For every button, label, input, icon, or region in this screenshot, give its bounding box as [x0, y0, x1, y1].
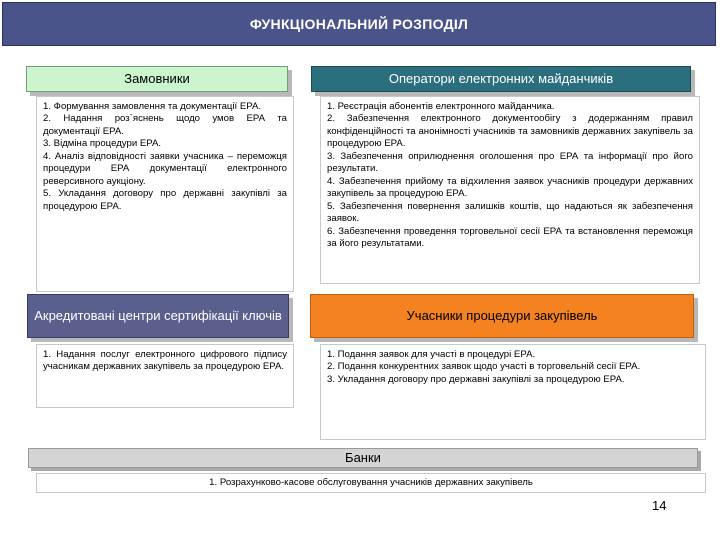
- page-title: ФУНКЦІОНАЛЬНИЙ РОЗПОДІЛ: [2, 2, 716, 46]
- banks-header: Банки: [28, 448, 698, 468]
- list-item: 1. Надання послуг електронного цифрового підпису учасникам державних закупівель за процедурою ЕРА.: [43, 349, 287, 373]
- list-item: 1. Розрахунково-касове обслуговування учасників державних закупівель: [209, 477, 533, 488]
- list-item: 4. Забезпечення прийому та відхилення заявок учасників процедури державних закупівель за процедурою ЕРА.: [327, 175, 693, 200]
- list-item: 2. Забезпечення електронного документообігу з додержанням правил конфіденційності та анонімності учасників та замовників державних закупівель за процедурою ЕРА.: [327, 113, 693, 150]
- list-item: 2. Надання роз`яснень щодо умов ЕРА та документації ЕРА.: [43, 113, 287, 137]
- page-number: 14: [652, 498, 667, 513]
- cert-centers-functions: [36, 344, 294, 408]
- list-item: 3. Забезпечення оприлюднення оголошення про ЕРА та інформації про його результати.: [327, 150, 693, 175]
- list-item: 2. Подання конкурентних заявок щодо участі в торговельній сесії ЕРА.: [327, 361, 641, 373]
- customers-functions: [36, 96, 294, 292]
- participants-functions: [320, 344, 706, 440]
- list-item: 5. Укладання договору про державні закупівлі за процедурою ЕРА.: [43, 188, 287, 212]
- operators-functions: [320, 96, 700, 284]
- list-item: 6. Забезпечення проведення торговельної сесії ЕРА та встановлення переможця за його результатами.: [327, 225, 693, 250]
- cert-centers-header: Акредитовані центри сертифікації ключів: [27, 294, 289, 338]
- list-item: 1. Формування замовлення та документації ЕРА.: [43, 101, 262, 112]
- list-item: 3. Відміна процедури ЕРА.: [43, 138, 162, 150]
- customers-header: Замовники: [26, 66, 288, 92]
- operators-header: Оператори електронних майданчиків: [311, 66, 691, 92]
- list-item: 1. Подання заявок для участі в процедурі ЕРА.: [327, 349, 536, 360]
- list-item: 3. Укладання договору про державні закупівлі за процедурою ЕРА.: [327, 373, 625, 385]
- banks-functions: [36, 473, 706, 493]
- participants-header: Учасники процедури закупівель: [310, 294, 694, 338]
- list-item: 5. Забезпечення повернення залишків коштів, що надаються як забезпечення заявок.: [327, 200, 693, 225]
- list-item: 4. Аналіз відповідності заявки учасника – переможця процедури ЕРА документації електронного реверсивного аукціону.: [43, 150, 287, 187]
- list-item: 1. Реєстрація абонентів електронного майданчика.: [327, 101, 555, 112]
